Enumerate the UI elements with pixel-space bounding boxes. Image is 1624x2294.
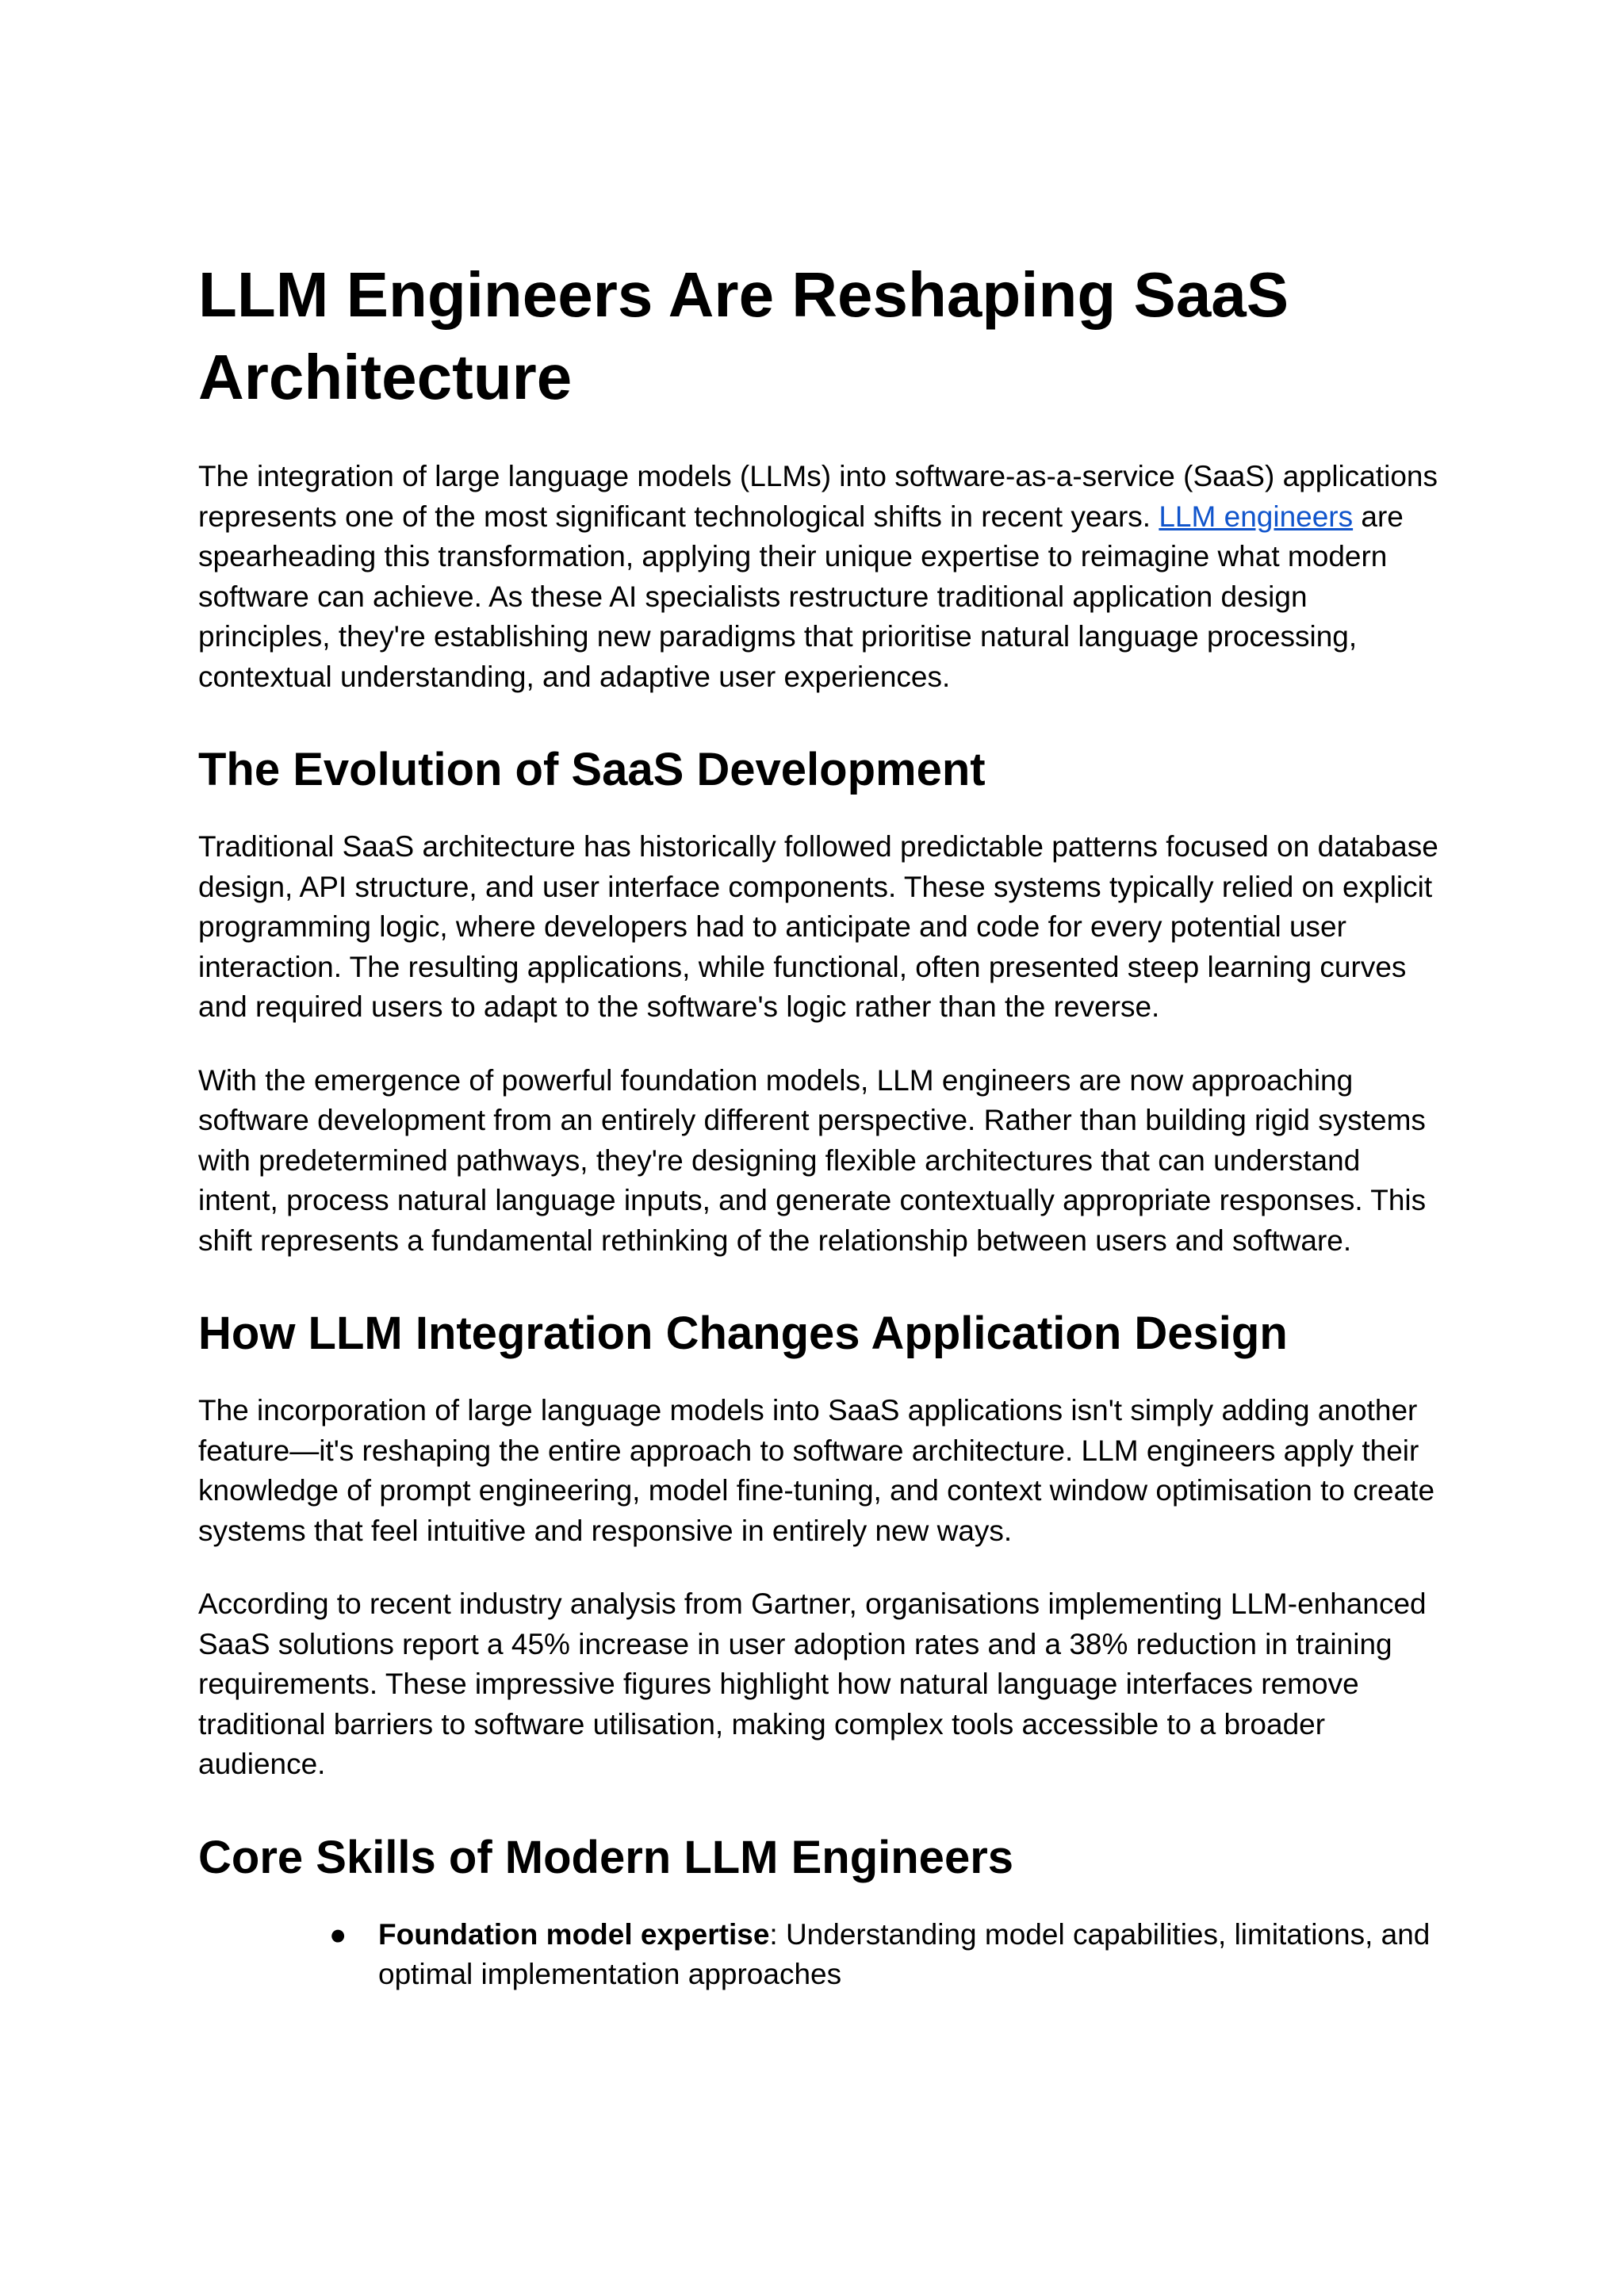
document-page xyxy=(198,254,1443,1995)
core-skills-list xyxy=(198,1915,1443,1995)
section-heading-evolution: The Evolution of SaaS Development xyxy=(198,744,986,795)
skill-term: Foundation model expertise xyxy=(378,1917,770,1951)
intro-paragraph xyxy=(198,457,1443,697)
document-title: LLM Engineers Are Reshaping SaaS Architecture xyxy=(198,259,1289,412)
bullet-icon: ● xyxy=(329,1917,347,1951)
section-heading-llm-integration: How LLM Integration Changes Application Design xyxy=(198,1308,1288,1359)
section-heading-core-skills: Core Skills of Modern LLM Engineers xyxy=(198,1831,1014,1883)
integration-paragraph-1: The incorporation of large language models into SaaS applications isn't simply adding another feature—it's reshaping the entire approach to software architecture. LLM engineers apply their knowledge of prompt engineering, model fine-tuning, and context window optimisation to create systems that feel intuitive and responsive in entirely new ways. xyxy=(198,1394,1435,1547)
intro-text-before-link: The integration of large language models (LLMs) into software-as-a-service (SaaS) applications represents one of the most significant technological shifts in recent years. xyxy=(198,460,1438,533)
evolution-paragraph-2: With the emergence of powerful foundation models, LLM engineers are now approaching software development from an entirely different perspective. Rather than building rigid systems with predetermined pathways, they're designing flexible architectures that can understand intent, process natural language inputs, and generate contextually appropriate responses. This shift represents a fundamental rethinking of the relationship between users and software. xyxy=(198,1063,1427,1257)
list-item xyxy=(329,1915,1443,1995)
evolution-paragraph-1: Traditional SaaS architecture has historically followed predictable patterns focused on database design, API structure, and user interface components. These systems typically relied on explicit programming logic, where developers had to anticipate and code for every potential user interaction. The resulting applications, while functional, often presented steep learning curves and required users to adapt to the software's logic rather than the reverse. xyxy=(198,830,1438,1023)
skill-description: : Understanding model capabilities, limitations, and optimal implementation approaches xyxy=(378,1917,1431,1990)
llm-engineers-link[interactable]: LLM engineers xyxy=(1159,500,1354,533)
intro-text-after-link: are spearheading this transformation, applying their unique expertise to reimagine what modern software can achieve. As these AI specialists restructure traditional application design principles, they're establishing new paradigms that prioritise natural language processing, contextual understanding, and adaptive user experiences. xyxy=(198,500,1404,693)
integration-paragraph-2: According to recent industry analysis from Gartner, organisations implementing LLM-enhanced SaaS solutions report a 45% increase in user adoption rates and a 38% reduction in training requirements. These impressive figures highlight how natural language interfaces remove traditional barriers to software utilisation, making complex tools accessible to a broader audience. xyxy=(198,1587,1427,1780)
